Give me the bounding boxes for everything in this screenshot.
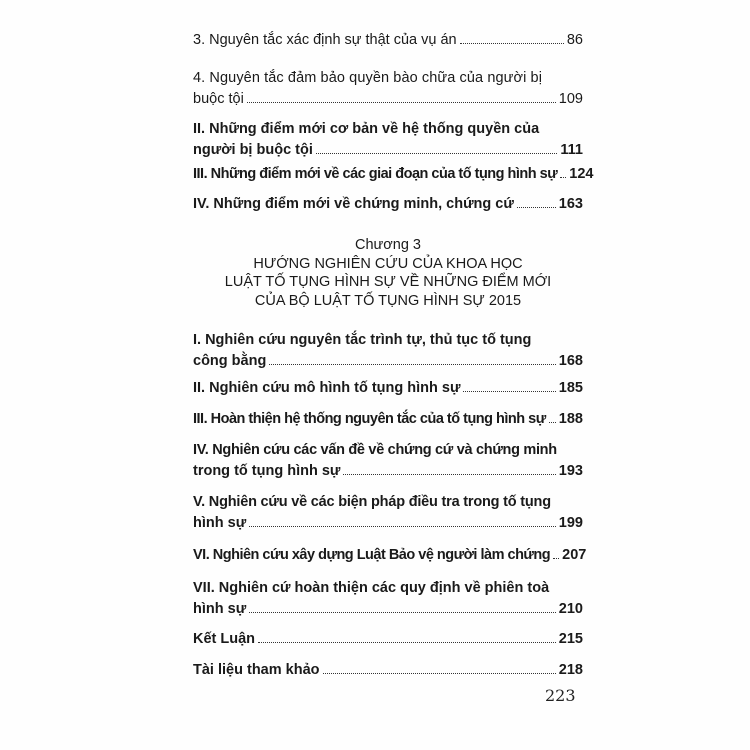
dot-leader — [549, 422, 556, 423]
toc-page-number: 207 — [562, 547, 587, 563]
toc-entry — [193, 661, 583, 679]
toc-entry-text: III. Hoàn thiện hệ thống nguyên tắc của tố tụng hình sự — [193, 411, 546, 427]
dot-leader — [463, 391, 555, 392]
toc-entry — [193, 410, 583, 428]
dot-leader — [343, 474, 555, 475]
chapter-title-line: CỦA BỘ LUẬT TỐ TỤNG HÌNH SỰ 2015 — [254, 292, 522, 309]
toc-entry-text: IV. Nghiên cứu các vấn đề về chứng cứ và chứng minh — [193, 442, 557, 458]
dot-leader — [258, 642, 556, 643]
toc-entry — [193, 630, 583, 648]
dot-leader — [269, 364, 555, 365]
dot-leader — [247, 102, 556, 103]
toc-entry-text: Kết Luận — [193, 631, 256, 647]
toc-entry — [193, 579, 583, 618]
toc-entry-text: hình sự — [193, 601, 247, 617]
toc-entry-text: hình sự — [193, 515, 247, 531]
toc-page-number: 124 — [569, 166, 594, 182]
toc-entry — [193, 195, 583, 213]
chapter-heading — [193, 236, 583, 310]
dot-leader — [249, 526, 556, 527]
toc-entry-text: II. Nghiên cứu mô hình tố tụng hình sự — [193, 380, 461, 396]
toc-entry-text: Tài liệu tham khảo — [193, 662, 320, 678]
toc-page-number: 111 — [560, 142, 583, 158]
page-number: 223 — [545, 686, 576, 705]
dot-leader — [249, 612, 556, 613]
toc-entry — [193, 331, 583, 370]
toc-entry-text: VI. Nghiên cứu xây dựng Luật Bảo vệ người làm chứng — [193, 547, 551, 563]
dot-leader — [460, 43, 564, 44]
toc-entry-text: 3. Nguyên tắc xác định sự thật của vụ án — [193, 32, 457, 48]
toc-entry-text: I. Nghiên cứu nguyên tắc trình tự, thủ tục tố tụng — [193, 332, 532, 348]
dot-leader — [316, 153, 558, 154]
toc-entry-text: buộc tội — [193, 91, 244, 107]
toc-entry-text: VII. Nghiên cứ hoàn thiện các quy định về phiên toà — [193, 580, 550, 596]
toc-entry — [193, 120, 583, 159]
toc-entry — [193, 165, 594, 183]
toc-entry-text: công bằng — [193, 353, 267, 369]
dot-leader — [560, 177, 566, 178]
toc-page-number: 193 — [558, 463, 583, 479]
toc-entry — [193, 546, 587, 564]
toc-page-number: 86 — [566, 32, 583, 48]
toc-entry — [193, 493, 583, 532]
toc-page-number: 218 — [558, 662, 583, 678]
toc-entry — [193, 379, 583, 397]
toc-entry-text: II. Những điểm mới cơ bản về hệ thống quyền của — [193, 121, 540, 137]
dot-leader — [323, 673, 556, 674]
toc-page-number: 215 — [558, 631, 583, 647]
dot-leader — [553, 558, 559, 559]
toc-page-number: 168 — [558, 353, 583, 369]
toc-entry — [193, 31, 583, 49]
toc-page-number: 109 — [558, 91, 583, 107]
toc-entry-text: 4. Nguyên tắc đảm bảo quyền bào chữa của người bị — [193, 70, 543, 86]
toc-page-number: 199 — [558, 515, 583, 531]
toc-entry — [193, 441, 583, 480]
toc-entry — [193, 69, 583, 108]
dot-leader — [517, 207, 556, 208]
toc-entry-text: trong tố tụng hình sự — [193, 463, 341, 479]
toc-entry-text: V. Nghiên cứu về các biện pháp điều tra trong tố tụng — [193, 494, 551, 510]
toc-page-number: 185 — [558, 380, 583, 396]
toc-entry-text: người bị buộc tội — [193, 142, 313, 158]
toc-page-number: 210 — [558, 601, 583, 617]
chapter-label: Chương 3 — [355, 237, 421, 253]
toc-entry-text: III. Những điểm mới về các giai đoạn của tố tụng hình sự — [193, 166, 558, 182]
toc-entry-text: IV. Những điểm mới về chứng minh, chứng cứ — [193, 196, 514, 212]
toc-page-number: 163 — [558, 196, 583, 212]
toc-page-number: 188 — [558, 411, 583, 427]
chapter-title-line: HƯỚNG NGHIÊN CỨU CỦA KHOA HỌC — [253, 255, 523, 272]
chapter-title-line: LUẬT TỐ TỤNG HÌNH SỰ VỀ NHỮNG ĐIỂM MỚI — [224, 274, 552, 290]
